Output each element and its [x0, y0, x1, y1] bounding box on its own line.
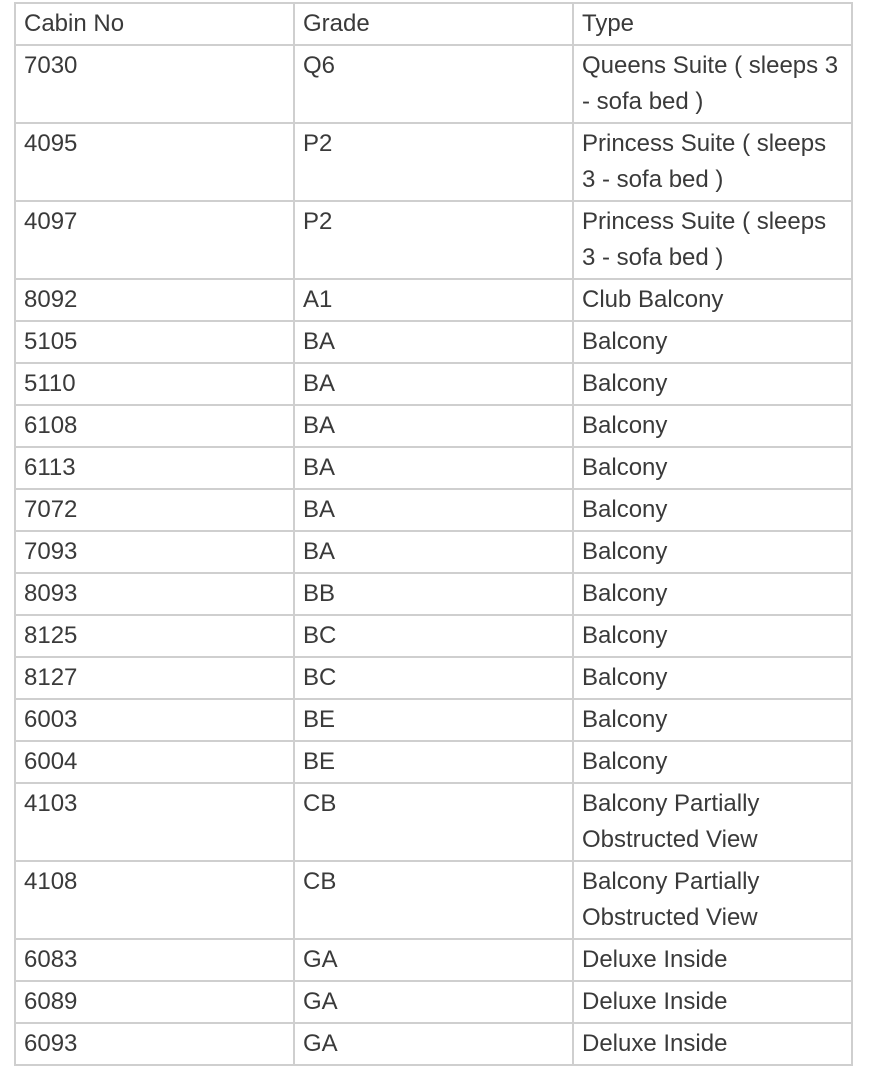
- cell-grade: BA: [294, 363, 573, 405]
- cabin-table: [14, 2, 853, 1066]
- cell-cabin-no: 7093: [15, 531, 294, 573]
- table-row: [15, 321, 852, 363]
- table-row: [15, 1023, 852, 1065]
- cell-cabin-no: 6113: [15, 447, 294, 489]
- cell-type: Balcony: [573, 405, 852, 447]
- cell-grade: Q6: [294, 45, 573, 123]
- cell-cabin-no: 4097: [15, 201, 294, 279]
- table-row: [15, 981, 852, 1023]
- table-row: [15, 201, 852, 279]
- cell-type: Princess Suite ( sleeps 3 - sofa bed ): [573, 123, 852, 201]
- table-row: [15, 861, 852, 939]
- cell-grade: GA: [294, 939, 573, 981]
- cell-grade: BC: [294, 657, 573, 699]
- table-header-row: [15, 3, 852, 45]
- table-row: [15, 699, 852, 741]
- table-row: [15, 447, 852, 489]
- cell-type: Club Balcony: [573, 279, 852, 321]
- cell-type: Balcony: [573, 741, 852, 783]
- cell-cabin-no: 6108: [15, 405, 294, 447]
- cell-grade: BA: [294, 447, 573, 489]
- cell-type: Balcony: [573, 657, 852, 699]
- table-row: [15, 741, 852, 783]
- cell-type: Balcony: [573, 531, 852, 573]
- table-row: [15, 615, 852, 657]
- cell-cabin-no: 8093: [15, 573, 294, 615]
- cell-type: Balcony: [573, 573, 852, 615]
- cell-type: Balcony: [573, 321, 852, 363]
- cell-cabin-no: 7072: [15, 489, 294, 531]
- cell-grade: BA: [294, 489, 573, 531]
- cell-grade: P2: [294, 123, 573, 201]
- table-row: [15, 45, 852, 123]
- cell-grade: BB: [294, 573, 573, 615]
- cell-type: Balcony: [573, 447, 852, 489]
- table-row: [15, 783, 852, 861]
- cell-type: Balcony: [573, 489, 852, 531]
- cell-type: Queens Suite ( sleeps 3 - sofa bed ): [573, 45, 852, 123]
- table-row: [15, 279, 852, 321]
- cell-grade: GA: [294, 1023, 573, 1065]
- cell-cabin-no: 4108: [15, 861, 294, 939]
- cabin-table-container: [14, 2, 851, 1066]
- cell-grade: BC: [294, 615, 573, 657]
- cell-type: Balcony: [573, 363, 852, 405]
- table-row: [15, 489, 852, 531]
- table-row: [15, 573, 852, 615]
- table-row: [15, 657, 852, 699]
- cell-cabin-no: 4095: [15, 123, 294, 201]
- cell-grade: P2: [294, 201, 573, 279]
- cell-grade: CB: [294, 783, 573, 861]
- cell-type: Balcony: [573, 615, 852, 657]
- cell-cabin-no: 7030: [15, 45, 294, 123]
- cell-cabin-no: 5110: [15, 363, 294, 405]
- table-row: [15, 405, 852, 447]
- table-row: [15, 123, 852, 201]
- header-grade: Grade: [294, 3, 573, 45]
- cell-cabin-no: 8092: [15, 279, 294, 321]
- cell-cabin-no: 8125: [15, 615, 294, 657]
- table-row: [15, 531, 852, 573]
- cell-type: Balcony Partially Obstructed View: [573, 783, 852, 861]
- header-cabin-no: Cabin No: [15, 3, 294, 45]
- cell-grade: CB: [294, 861, 573, 939]
- cell-grade: A1: [294, 279, 573, 321]
- cell-cabin-no: 6089: [15, 981, 294, 1023]
- cell-type: Deluxe Inside: [573, 981, 852, 1023]
- cell-grade: BA: [294, 321, 573, 363]
- header-type: Type: [573, 3, 852, 45]
- cell-type: Balcony: [573, 699, 852, 741]
- cell-cabin-no: 8127: [15, 657, 294, 699]
- cell-cabin-no: 6003: [15, 699, 294, 741]
- cell-cabin-no: 4103: [15, 783, 294, 861]
- cell-grade: GA: [294, 981, 573, 1023]
- cell-grade: BA: [294, 405, 573, 447]
- cell-type: Deluxe Inside: [573, 939, 852, 981]
- cell-grade: BE: [294, 699, 573, 741]
- cell-type: Deluxe Inside: [573, 1023, 852, 1065]
- cell-cabin-no: 6004: [15, 741, 294, 783]
- table-row: [15, 363, 852, 405]
- table-row: [15, 939, 852, 981]
- cell-type: Princess Suite ( sleeps 3 - sofa bed ): [573, 201, 852, 279]
- cell-type: Balcony Partially Obstructed View: [573, 861, 852, 939]
- cell-cabin-no: 6093: [15, 1023, 294, 1065]
- cell-grade: BE: [294, 741, 573, 783]
- cell-cabin-no: 5105: [15, 321, 294, 363]
- cell-cabin-no: 6083: [15, 939, 294, 981]
- cell-grade: BA: [294, 531, 573, 573]
